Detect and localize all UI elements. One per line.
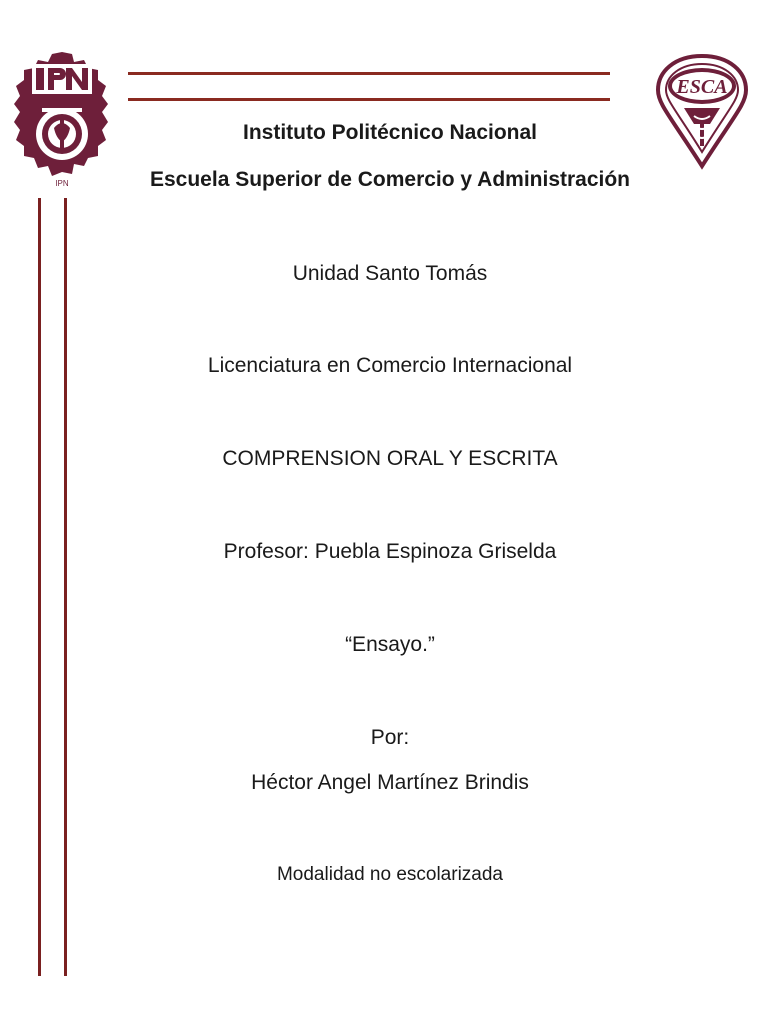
institution-name: Instituto Politécnico Nacional — [242, 121, 538, 144]
esca-shield-icon — [654, 50, 750, 170]
subject-name: COMPRENSION ORAL Y ESCRITA — [222, 447, 558, 470]
by-label: Por: — [370, 726, 410, 749]
left-border-line-inner — [64, 198, 67, 976]
school-name: Escuela Superior de Comercio y Administración — [149, 168, 631, 191]
author-name: Héctor Angel Martínez Brindis — [251, 771, 529, 794]
header-divider-top — [128, 72, 610, 75]
ipn-logo-text: IPN — [55, 179, 69, 188]
professor-name: Profesor: Puebla Espinoza Griselda — [223, 540, 557, 563]
left-border-line — [38, 198, 41, 976]
document-title: “Ensayo.” — [345, 633, 435, 656]
header-divider-bottom — [128, 98, 610, 101]
ipn-shield-icon — [14, 48, 110, 190]
unit-name: Unidad Santo Tomás — [292, 262, 488, 285]
modality: Modalidad no escolarizada — [276, 864, 504, 885]
degree-name: Licenciatura en Comercio Internacional — [207, 354, 573, 377]
esca-logo-text: ESCA — [676, 76, 728, 98]
